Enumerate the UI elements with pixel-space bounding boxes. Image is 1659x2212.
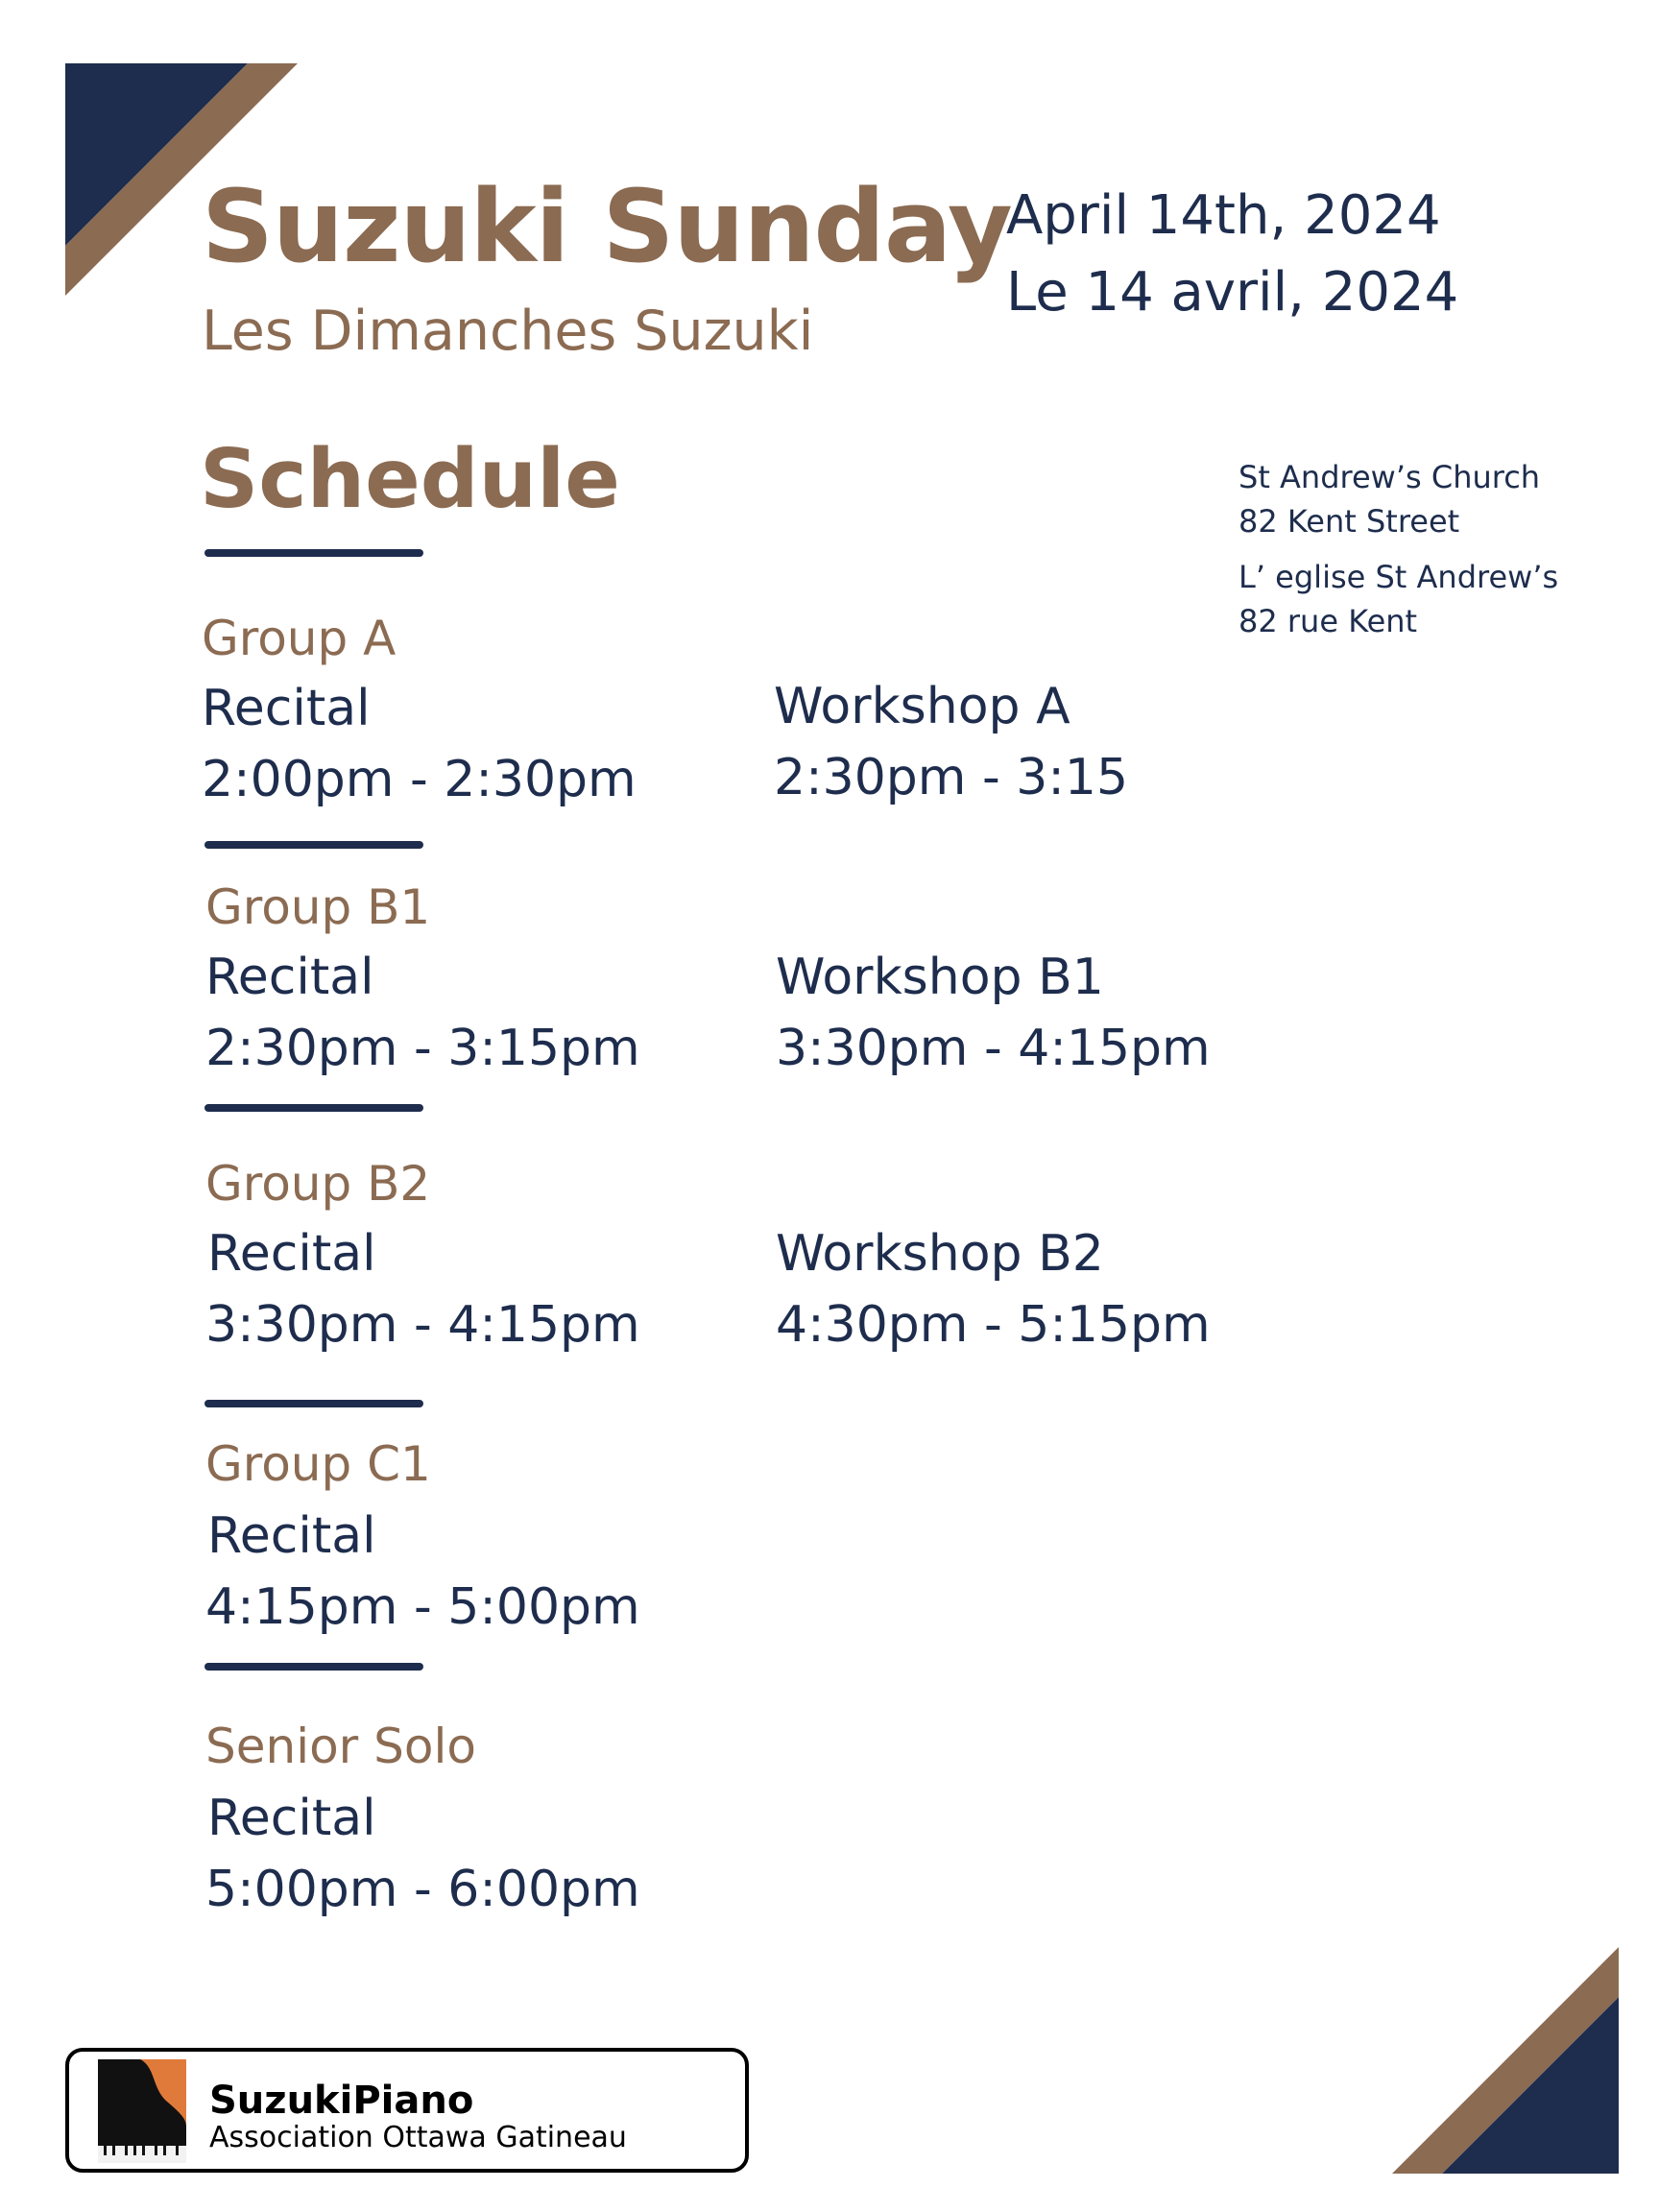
- group-label: Group B1: [205, 879, 431, 935]
- schedule-heading: Schedule: [200, 432, 620, 527]
- workshop-label: Workshop B1: [776, 949, 1104, 1006]
- section-divider: [204, 549, 423, 557]
- group-label: Group A: [202, 611, 397, 666]
- suzuki-piano-logo: [65, 2048, 749, 2173]
- group-label: Group C1: [205, 1436, 431, 1492]
- event-date-french: Le 14 avril, 2024: [1006, 261, 1459, 324]
- event-date-english: April 14th, 2024: [1006, 184, 1441, 247]
- recital-time: 2:30pm - 3:15pm: [205, 1020, 640, 1077]
- section-divider: [204, 1400, 423, 1407]
- location-name-french: L’ eglise St Andrew’s: [1238, 559, 1559, 595]
- bottom-right-corner-decoration: [1344, 1911, 1659, 2212]
- recital-label: Recital: [207, 1790, 376, 1847]
- workshop-time: 3:30pm - 4:15pm: [776, 1020, 1211, 1077]
- group-label: Group B2: [205, 1156, 431, 1212]
- location-address-english: 82 Kent Street: [1238, 503, 1460, 540]
- recital-time: 4:15pm - 5:00pm: [205, 1578, 640, 1636]
- logo-name: SuzukiPiano: [209, 2079, 474, 2123]
- recital-label: Recital: [202, 680, 371, 737]
- workshop-label: Workshop B2: [776, 1225, 1104, 1283]
- recital-time: 3:30pm - 4:15pm: [205, 1296, 640, 1354]
- recital-label: Recital: [207, 1507, 376, 1565]
- workshop-label: Workshop A: [774, 678, 1070, 735]
- recital-label: Recital: [205, 949, 374, 1006]
- location-name-english: St Andrew’s Church: [1238, 459, 1541, 495]
- workshop-time: 2:30pm - 3:15: [774, 749, 1129, 806]
- section-divider: [204, 1104, 423, 1112]
- section-divider: [204, 1663, 423, 1671]
- recital-time: 2:00pm - 2:30pm: [202, 751, 637, 808]
- location-address-french: 82 rue Kent: [1238, 603, 1418, 639]
- workshop-time: 4:30pm - 5:15pm: [776, 1296, 1211, 1354]
- group-label: Senior Solo: [205, 1719, 476, 1774]
- recital-time: 5:00pm - 6:00pm: [205, 1861, 640, 1918]
- recital-label: Recital: [207, 1225, 376, 1283]
- event-subtitle: Les Dimanches Suzuki: [202, 300, 814, 363]
- logo-subtitle: Association Ottawa Gatineau: [209, 2121, 627, 2154]
- event-title: Suzuki Sunday: [202, 168, 1012, 285]
- section-divider: [204, 841, 423, 849]
- grand-piano-icon: [98, 2059, 186, 2163]
